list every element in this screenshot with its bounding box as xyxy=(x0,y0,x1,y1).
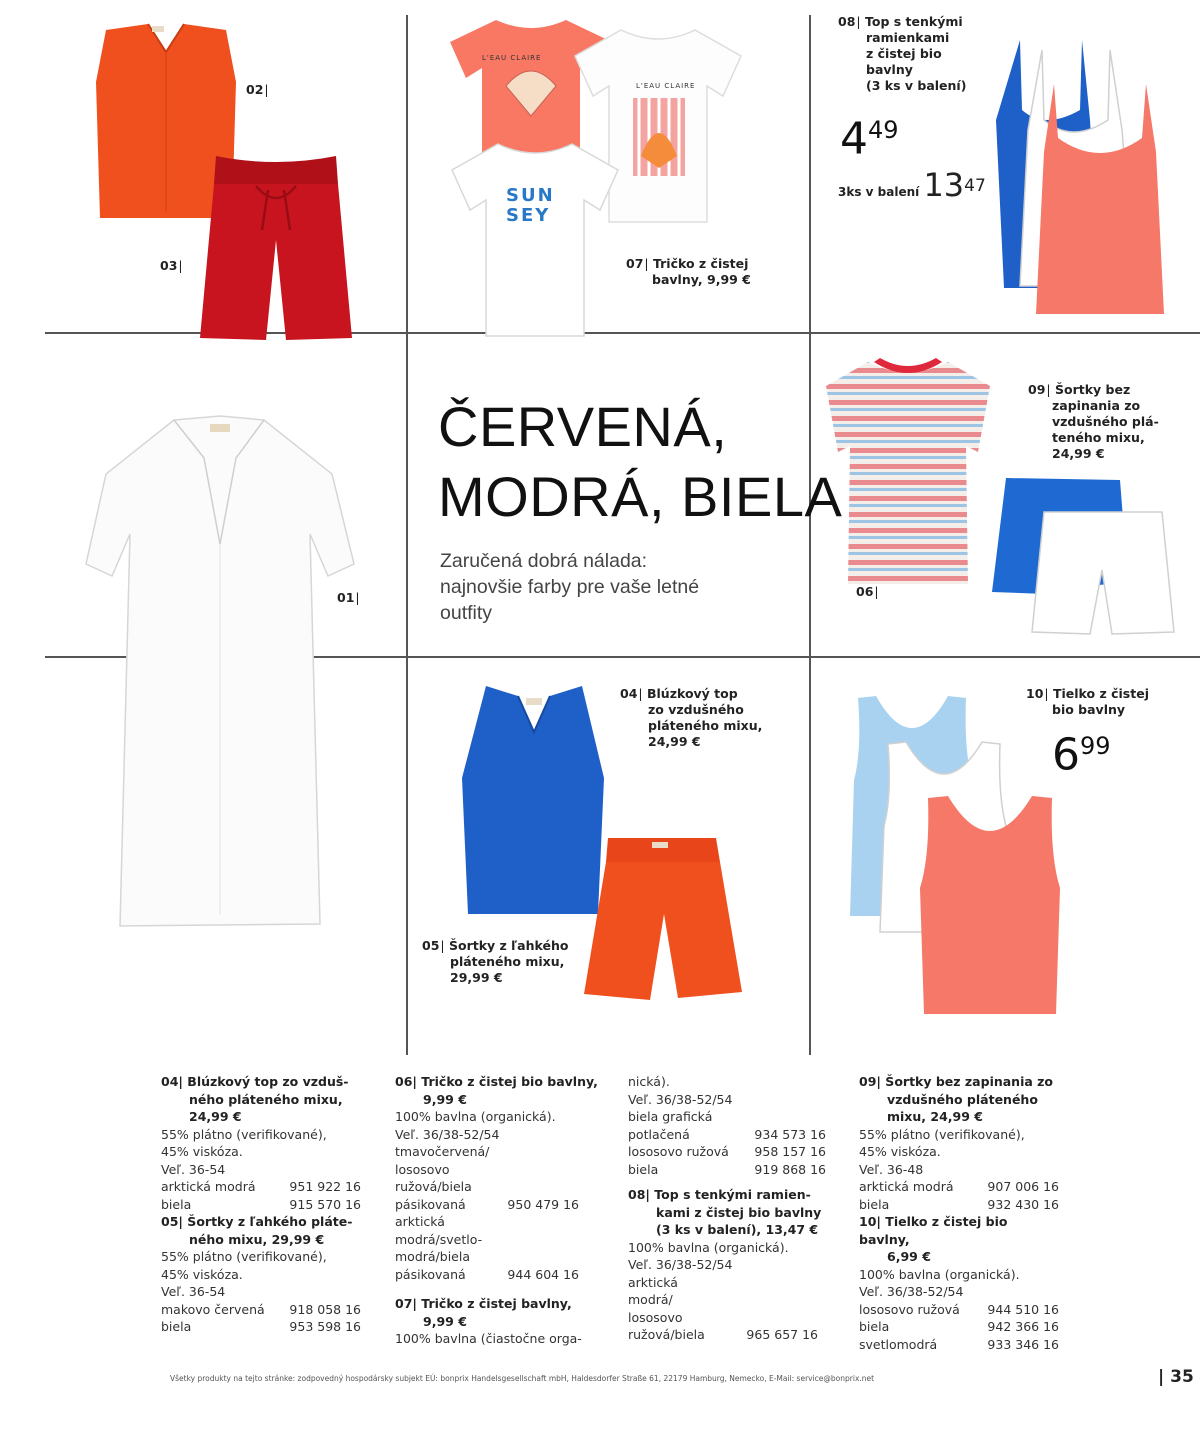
variant-row: biela 942 366 16 xyxy=(859,1319,1059,1334)
item-number-01: 01 | xyxy=(337,590,360,606)
variant-row: svetlomodrá 933 346 16 xyxy=(859,1336,1059,1352)
white-shorts-image xyxy=(1028,508,1178,636)
white-sunsey-tshirt-image xyxy=(450,140,620,340)
coral-camisole-image xyxy=(1030,78,1170,318)
product-label-09: 09 | Šortky bez zapinania zo vzdušného plá- teného mixu, 24,99 € xyxy=(1028,382,1159,462)
red-shorts-image xyxy=(196,150,356,346)
item-number-06: 06 | xyxy=(856,584,879,600)
shirt-print-text: L'EAU CLAIRE xyxy=(636,82,696,90)
details-column-3: nická). Veľ. 36/38-52/54 biela grafická potlačená 934 573 16 lososovo ružová 958 157 16 biela 919 868 16 08| Top s tenkými ramien- kami z čistej bio bavlny (3 ks v balení), 13,47 € 100% bavlna (organická). Veľ. 36/38-52/54 arktická modrá/ lososovo ružová/biela 965 657 16 xyxy=(628,1074,826,1342)
price-08: $4^{49}$ xyxy=(840,113,899,165)
legal-footer: Všetky produkty na tejto stránke: zodpovedný hospodársky subjekt EÚ: bonprix Handelsgesellschaft mbH, Haldesdorfer Straße 61, 22179 Hamburg, Nemecko, E-Mail: service@bonprix.net xyxy=(170,1374,875,1383)
product-label-07: 07 | Tričko z čistej bavlny, 9,99 € xyxy=(626,256,751,288)
product-label-05: 05 | Šortky z ľahkého pláteného mixu, 29,99 € xyxy=(422,938,568,986)
variant-row: lososovo ružová 944 510 16 xyxy=(859,1301,1059,1317)
variant-row: biela 919 868 16 xyxy=(628,1161,826,1177)
striped-tshirt-image xyxy=(818,352,998,592)
variant-row: biela 953 598 16 xyxy=(161,1319,361,1334)
shirt-print-text: L'EAU CLAIRE xyxy=(482,54,542,62)
grid-vline-right xyxy=(809,15,811,1055)
variant-row: biela 915 570 16 xyxy=(161,1196,361,1212)
variant-row: arktická modrá 951 922 16 xyxy=(161,1179,361,1194)
orange-shorts-image xyxy=(582,834,744,1002)
details-column-1: 04| Blúzkový top zo vzduš- ného pláteného mixu, 24,99 € 55% plátno (verifikované), 45% viskóza. Veľ. 36-54 arktická modrá 951 922 16 biela 915 570 16 05| Šortky z ľahkého pláte- ného mixu, 29,99 € 55% plátno (verifikované), 45% viskóza. Veľ. 36-54 makovo červená 918 058 16 biela 953 598 16 xyxy=(161,1074,361,1334)
page-headline: ČERVENÁ, MODRÁ, BIELA xyxy=(438,395,843,528)
product-label-10: 10 | Tielko z čistej bio bavlny xyxy=(1026,686,1149,718)
variant-row: ružová/biela 965 657 16 xyxy=(628,1327,818,1342)
price-10: $6^{99}$ xyxy=(1052,729,1111,781)
details-column-2: 06| Tričko z čistej bio bavlny, 9,99 € 100% bavlna (organická). Veľ. 36/38-52/54 tmavočervená/ lososovo ružová/biela pásikovaná 950 479 16 arktická modrá/svetlo- modrá/biela pásikovaná 944 604 16 07| Tričko z čistej bavlny, 9,99 € 100% bavlna (čiastočne orga- xyxy=(395,1074,598,1346)
variant-row: pásikovaná 944 604 16 xyxy=(395,1266,579,1282)
product-label-08: 08 | Top s tenkými ramienkami z čistej bio bavlny (3 ks v balení) xyxy=(838,14,966,94)
shirt-print-text: SUN SEY xyxy=(506,185,555,226)
grid-vline-left xyxy=(406,15,408,1055)
variant-row: makovo červená 918 058 16 xyxy=(161,1301,361,1317)
page-number: | 35 xyxy=(1158,1367,1194,1387)
variant-row: arktická modrá 907 006 16 xyxy=(859,1179,1059,1194)
page-tagline: Zaručená dobrá nálada: najnovšie farby pre vaše letné outfity xyxy=(440,550,700,624)
pack-price-08: 3ks v balení $13^{47}$ xyxy=(838,166,986,204)
product-label-04: 04 | Blúzkový top zo vzdušného pláteného mixu, 24,99 € xyxy=(620,686,762,750)
coral-tank-image xyxy=(910,790,1070,1018)
details-column-4: 09| Šortky bez zapinania zo vzdušného pláteného mixu, 24,99 € 55% plátno (verifikované), 45% viskóza. Veľ. 36-48 arktická modrá 907 006 16 biela 932 430 16 10| Tielko z čistej bio bavlny, 6,99 € 100% bavlna (organická). Veľ. 36/38-52/54 lososovo ružová 944 510 16 biela 942 366 16 svetlomodrá 933 346 16 xyxy=(859,1074,1059,1352)
white-dress-image xyxy=(82,414,357,934)
variant-row: biela 932 430 16 xyxy=(859,1196,1059,1212)
variant-row: lososovo ružová 958 157 16 xyxy=(628,1144,826,1159)
variant-row: potlačená 934 573 16 xyxy=(628,1126,826,1142)
variant-row: pásikovaná 950 479 16 xyxy=(395,1196,579,1212)
item-number-03: 03 | xyxy=(160,258,183,274)
item-number-02: 02 | xyxy=(246,82,269,98)
